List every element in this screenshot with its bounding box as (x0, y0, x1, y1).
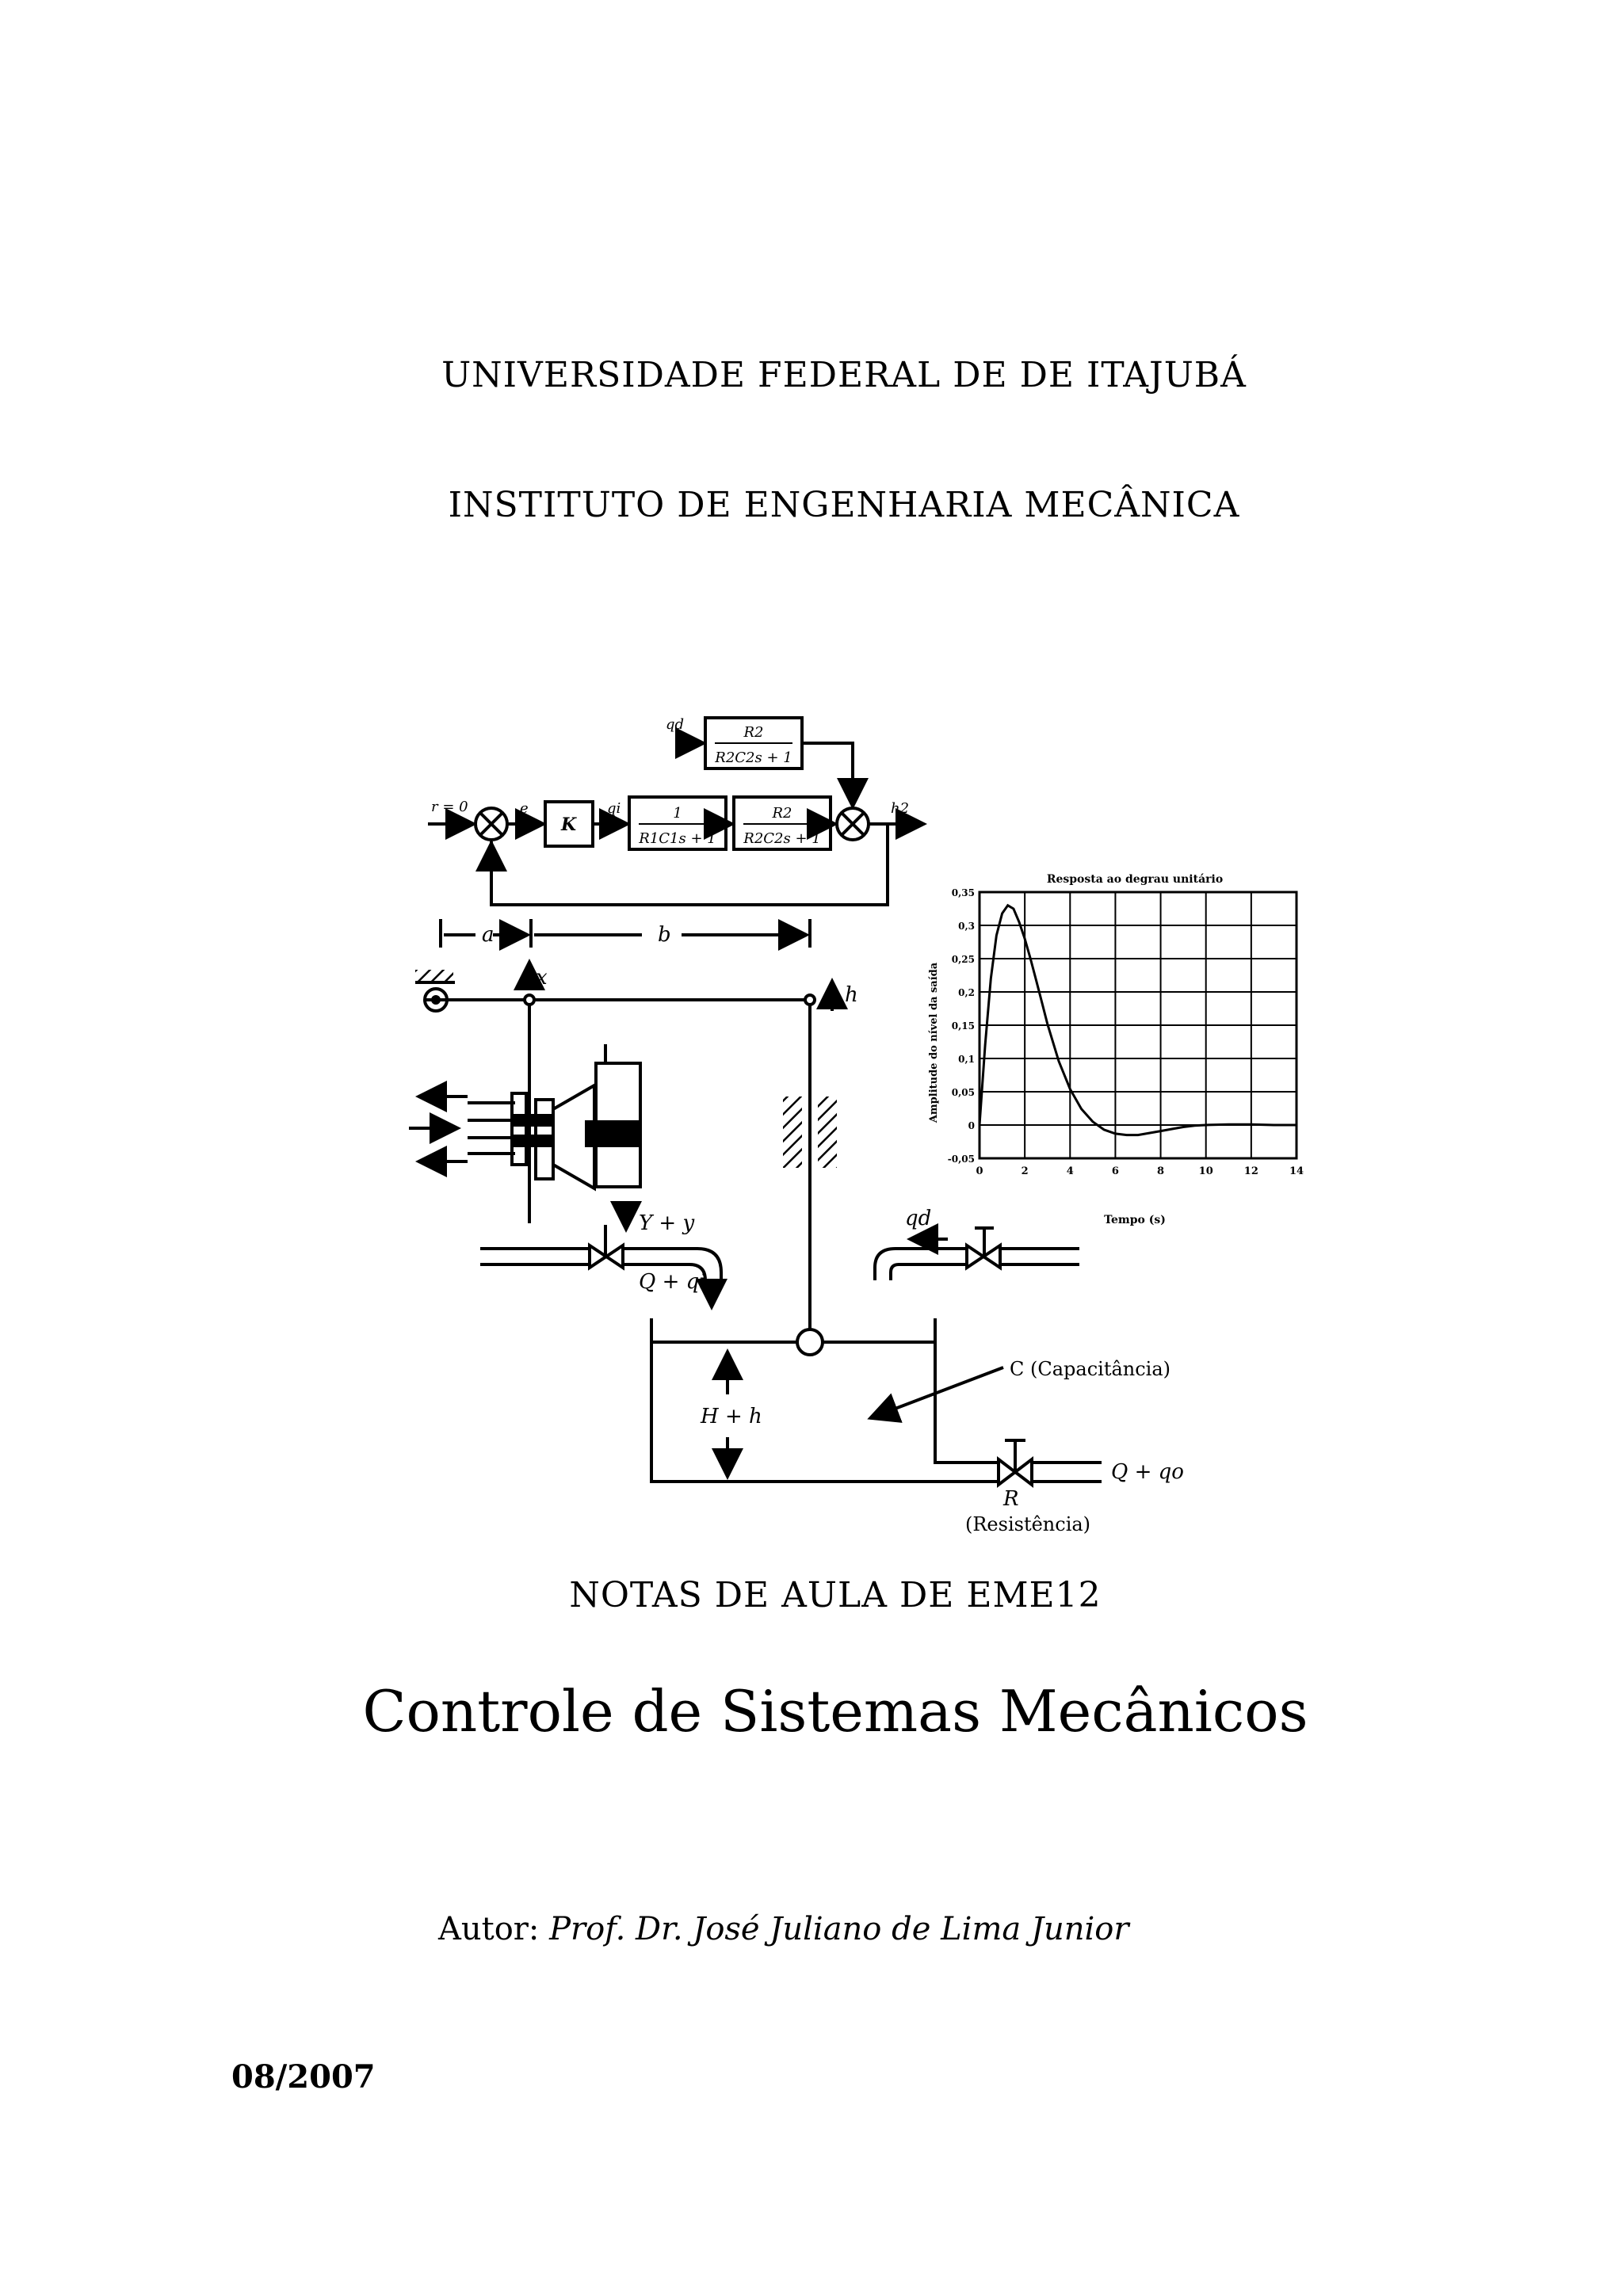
chart-ylabel: Amplitude do nível da saída (928, 962, 940, 1123)
block2-num: R2 (772, 805, 792, 822)
chart-ytick-label: 0 (968, 1120, 975, 1131)
block2-den: R2C2s + 1 (743, 830, 821, 847)
block3-num: R2 (743, 724, 764, 741)
chart-ytick-label: -0,05 (947, 1154, 975, 1165)
chart-xlabel: Tempo (s) (1104, 1214, 1166, 1226)
error-label: e (520, 800, 529, 817)
chart-ytick-label: 0,1 (958, 1054, 975, 1065)
block1-den: R1C1s + 1 (639, 830, 716, 847)
x-label: x (536, 966, 548, 990)
chart-xtick-label: 10 (1198, 1165, 1213, 1177)
level-label: H + h (701, 1405, 762, 1428)
gain-label: K (561, 814, 577, 835)
disturbance-inlet (875, 1228, 1079, 1280)
mechanism-labels (482, 923, 1184, 1535)
chart-title: Resposta ao degrau unitário (1046, 873, 1224, 886)
flow-label: qi (607, 800, 621, 817)
output-label: h2 (891, 800, 910, 817)
dim-b-label: b (658, 923, 671, 947)
chart-ytick-label: 0,35 (951, 887, 975, 898)
resistance-label: (Resistência) (965, 1513, 1091, 1535)
flow-out-label: Q + qo (1111, 1460, 1184, 1484)
author-label: Autor: (438, 1911, 540, 1947)
resistance-symbol: R (1003, 1487, 1019, 1511)
chart-xtick-label: 4 (1066, 1165, 1074, 1177)
chart-xtick-label: 14 (1289, 1165, 1304, 1177)
chart-ytick-label: 0,05 (951, 1087, 975, 1098)
notes-title: NOTAS DE AULA DE EME12 (569, 1575, 1102, 1615)
university-name: UNIVERSIDADE FEDERAL DE DE ITAJUBÁ (441, 355, 1247, 395)
block1-num: 1 (673, 805, 682, 822)
disturbance-flow-label: qd (905, 1207, 932, 1230)
chart-xtick-label: 12 (1243, 1165, 1258, 1177)
chart-series-line (980, 906, 1296, 1135)
tank (651, 1318, 1102, 1485)
block3-den: R2C2s + 1 (715, 749, 792, 766)
author-name: Prof. Dr. José Juliano de Lima Junior (549, 1911, 1129, 1947)
author-line (438, 1911, 1129, 1947)
capacitance-label: C (Capacitância) (1010, 1358, 1171, 1380)
chart-xtick-label: 6 (1111, 1165, 1119, 1177)
chart-ytick-label: 0,2 (958, 987, 975, 998)
chart-xtick-label: 0 (976, 1165, 983, 1177)
chart-xtick-label: 8 (1157, 1165, 1165, 1177)
hydraulic-actuator (409, 1044, 640, 1188)
disturbance-label: qd (666, 716, 685, 733)
chart-ytick-label: 0,3 (958, 921, 975, 932)
step-response-chart (928, 873, 1304, 1226)
chart-ytick-label: 0,15 (951, 1020, 975, 1032)
dim-a-label: a (482, 923, 495, 947)
institute-name: INSTITUTO DE ENGENHARIA MECÂNICA (448, 485, 1240, 525)
chart-ytick-label: 0,25 (951, 954, 975, 965)
input-label: r = 0 (431, 799, 468, 815)
valve-input-label: Y + y (639, 1211, 695, 1235)
h-label: h (845, 983, 858, 1007)
publication-date: 08/2007 (231, 2058, 376, 2096)
course-title: Controle de Sistemas Mecânicos (362, 1678, 1308, 1745)
flow-in-label: Q + qi (639, 1270, 706, 1294)
chart-xtick-label: 2 (1021, 1165, 1029, 1177)
